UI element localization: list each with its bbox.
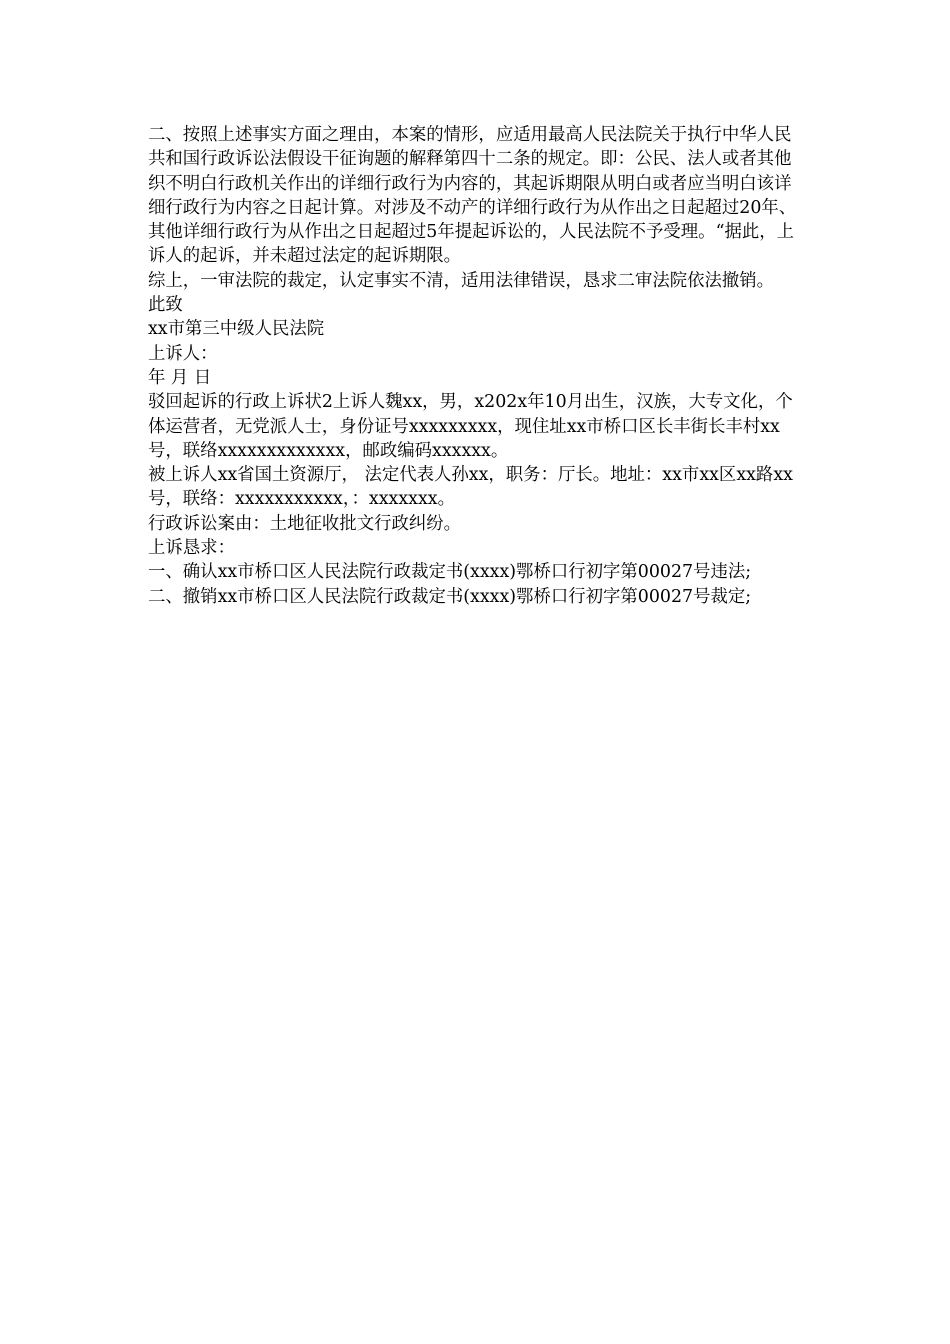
paragraph-appellee-info: 被上诉人xx省国土资源厅， 法定代表人孙xx，职务：厅长。地址：xx市xx区xx路xx号，联络：xxxxxxxxxxx，：xxxxxxx。 [148, 465, 793, 510]
paragraph-requests-heading: 上诉恳求： [148, 538, 235, 559]
paragraph-appellant-signature: 上诉人： [148, 343, 218, 364]
paragraph-appellant-info: 驳回起诉的行政上诉状2上诉人魏xx，男，x202x年10月出生，汉族，大专文化，个体运营者，无党派人士，身份证号xxxxxxxxx，现住址xx市桥口区长丰街长丰村xx号，联络xxxxxxxxxxxxx，邮政编码xxxxxx。 [148, 392, 793, 461]
paragraph-court-name: xx市第三中级人民法院 [148, 319, 325, 340]
document-body [148, 123, 808, 609]
paragraph-request-two: 二、撤销xx市桥口区人民法院行政裁定书(xxxx)鄂桥口行初字第00027号裁定; [148, 586, 752, 607]
paragraph-conclusion: 综上，一审法院的裁定，认定事实不清，适用法律错误，恳求二审法院依法撤销。 [148, 270, 775, 291]
paragraph-date-line: 年 月 日 [148, 367, 212, 388]
paragraph-request-one: 一、确认xx市桥口区人民法院行政裁定书(xxxx)鄂桥口行初字第00027号违法; [148, 562, 752, 583]
paragraph-salutation: 此致 [148, 295, 183, 316]
paragraph-legal-reasoning: 二、按照上述事实方面之理由，本案的情形，应适用最高人民法院关于执行中华人民共和国行政诉讼法假设干征询题的解释第四十二条的规定。即：公民、法人或者其他织不明白行政机关作出的详细行政行为内容的，其起诉期限从明白或者应当明白该详细行政行为内容之日起计算。对涉及不动产的详细行政行为从作出之日起超过20年、其他详细行政行为从作出之日起超过5年提起诉讼的，人民法院不予受理。“据此，上诉人的起诉，并未超过法定的起诉期限。 [148, 125, 797, 267]
paragraph-case-cause: 行政诉讼案由：土地征收批文行政纠纷。 [148, 513, 462, 534]
